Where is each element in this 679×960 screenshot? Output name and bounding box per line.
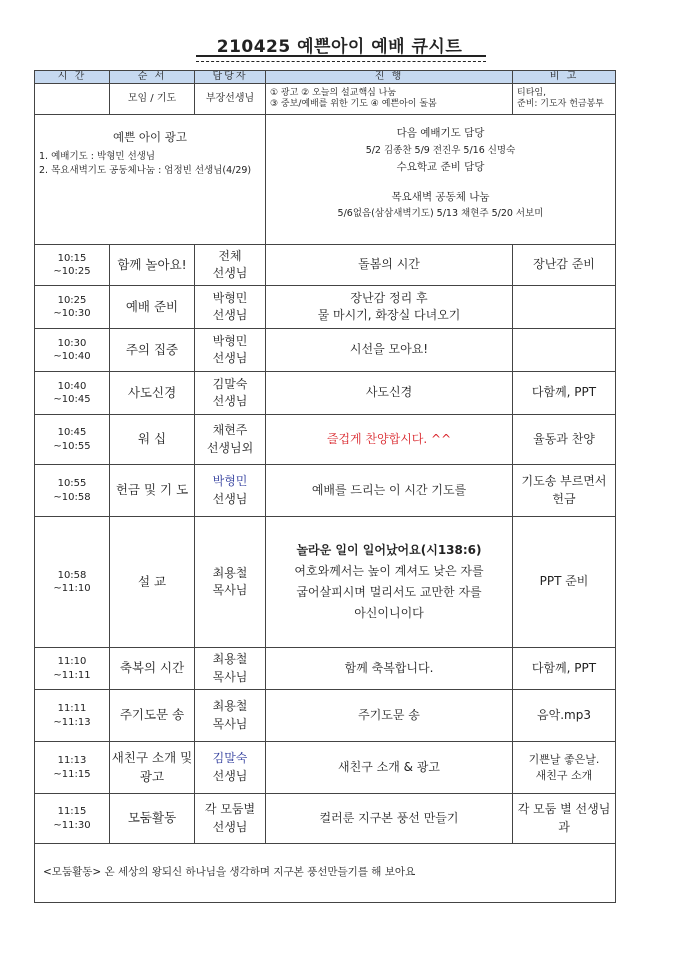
sermon-title: 놀라운 일이 일어났어요(시138:6)	[296, 543, 482, 557]
intro-progress-line1: ① 광고 ② 오늘의 설교핵심 나눔	[270, 87, 397, 98]
order-cell: 워 십	[110, 415, 195, 465]
person-cell: 최용철 목사님	[195, 517, 266, 648]
table-row	[35, 465, 616, 517]
header-order: 순 서	[110, 71, 195, 84]
time-cell: 10:58 ~11:10	[35, 517, 110, 648]
note-cell: 각 모둠 별 선생님과	[513, 794, 616, 844]
time-cell: 10:55 ~10:58	[35, 465, 110, 517]
thursday-dawn-schedule: 5/6없음(삼삼새벽기도) 5/13 채현주 5/20 서보미	[337, 208, 544, 220]
footer-row	[35, 844, 616, 903]
table-row	[35, 329, 616, 372]
intro-time	[35, 84, 110, 115]
note-cell	[513, 286, 616, 329]
table-row	[35, 415, 616, 465]
progress-cell: 즐겁게 찬양합시다. ^^	[266, 415, 513, 465]
note-cell: PPT 준비	[513, 517, 616, 648]
order-cell: 새친구 소개 및 광고	[110, 742, 195, 794]
intro-person: 부장선생님	[195, 84, 266, 115]
announcement-left	[35, 115, 266, 245]
progress-cell: 컬러룬 지구본 풍선 만들기	[266, 794, 513, 844]
table-row	[35, 690, 616, 742]
order-cell: 헌금 및 기 도	[110, 465, 195, 517]
table-row	[35, 648, 616, 690]
table-row	[35, 794, 616, 844]
progress-cell: 돌봄의 시간	[266, 245, 513, 286]
order-cell: 사도신경	[110, 372, 195, 415]
header-person: 담당자	[195, 71, 266, 84]
progress-cell: 새친구 소개 & 광고	[266, 742, 513, 794]
intro-progress-line2: ③ 중보/예배를 위한 기도 ④ 예쁜아이 돌봄	[270, 99, 437, 109]
footer-note: <모둠활동> 온 세상의 왕되신 하나님을 생각하며 지구본 풍선만들기를 해 보아요	[35, 844, 616, 903]
time-cell: 10:40 ~10:45	[35, 372, 110, 415]
title-underline	[196, 55, 486, 57]
note-cell	[513, 329, 616, 372]
note-cell: 장난감 준비	[513, 245, 616, 286]
time-cell: 11:13 ~11:15	[35, 742, 110, 794]
person-cell: 전체 선생님	[195, 245, 266, 286]
table-row	[35, 742, 616, 794]
order-cell: 예배 준비	[110, 286, 195, 329]
note-cell: 음악.mp3	[513, 690, 616, 742]
header-row	[35, 71, 616, 84]
intro-note	[513, 84, 616, 115]
progress-cell: 예배를 드리는 이 시간 기도를	[266, 465, 513, 517]
note-cell: 다함께, PPT	[513, 648, 616, 690]
person-cell: 김말숙 선생님	[195, 742, 266, 794]
next-prayer-schedule: 5/2 김종찬 5/9 전진우 5/16 신명숙	[365, 144, 516, 156]
order-cell: 함께 놀아요!	[110, 245, 195, 286]
announcement-row	[35, 115, 616, 245]
header-note: 비 고	[513, 71, 616, 84]
announcement-item: 2. 목요새벽기도 공동체나눔 : 엄정빈 선생님(4/29)	[39, 165, 252, 177]
table-row	[35, 372, 616, 415]
time-cell: 11:15 ~11:30	[35, 794, 110, 844]
person-cell: 채현주 선생님외	[195, 415, 266, 465]
page-title: 210425 예쁜아이 예배 큐시트	[216, 37, 463, 57]
person-cell: 최용철 목사님	[195, 648, 266, 690]
order-cell: 축복의 시간	[110, 648, 195, 690]
person-cell: 박형민 선생님	[195, 286, 266, 329]
time-cell: 11:11 ~11:13	[35, 690, 110, 742]
progress-cell: 사도신경	[266, 372, 513, 415]
time-cell: 10:45 ~10:55	[35, 415, 110, 465]
progress-cell: 시선을 모아요!	[266, 329, 513, 372]
header-time: 시 간	[35, 71, 110, 84]
title-underline-dashed	[196, 61, 486, 62]
thursday-dawn-title: 목요새벽 공동체 나눔	[391, 190, 490, 203]
note-cell: 기쁜날 좋은날. 새친구 소개	[513, 742, 616, 794]
note-cell: 다함께, PPT	[513, 372, 616, 415]
note-cell: 율동과 찬양	[513, 415, 616, 465]
progress-cell: 주기도문 송	[266, 690, 513, 742]
announcement-item: 1. 예배기도 : 박형민 선생님	[39, 150, 156, 162]
order-cell: 모둠활동	[110, 794, 195, 844]
person-cell: 김말숙 선생님	[195, 372, 266, 415]
person-cell: 최용철 목사님	[195, 690, 266, 742]
table-row	[35, 286, 616, 329]
progress-cell: 함께 축복합니다.	[266, 648, 513, 690]
cue-sheet-table	[34, 70, 616, 903]
table-row	[35, 245, 616, 286]
intro-order: 모임 / 기도	[110, 84, 195, 115]
announcement-title: 예쁜 아이 광고	[113, 130, 187, 144]
person-cell: 박형민 선생님	[195, 465, 266, 517]
next-prayer-title: 다음 예배기도 담당	[396, 127, 485, 139]
intro-note-line1: 티타임,	[517, 87, 546, 98]
table-row	[35, 517, 616, 648]
order-cell: 주기도문 송	[110, 690, 195, 742]
progress-cell: 놀라운 일이 일어났어요(시138:6) 여호와께서는 높이 계셔도 낮은 자를 굽어살피시며 멀리서도 교만한 자를 아신이니이다	[266, 517, 513, 648]
wednesday-school-title: 수요학교 준비 담당	[396, 160, 485, 173]
note-cell: 기도송 부르면서 헌금	[513, 465, 616, 517]
time-cell: 10:25 ~10:30	[35, 286, 110, 329]
intro-note-line2: 준비: 기도자 헌금봉투	[517, 99, 605, 109]
person-cell: 각 모둠별 선생님	[195, 794, 266, 844]
order-cell: 설 교	[110, 517, 195, 648]
time-cell: 11:10 ~11:11	[35, 648, 110, 690]
header-progress: 진 행	[266, 71, 513, 84]
person-cell: 박형민 선생님	[195, 329, 266, 372]
progress-cell: 장난감 정리 후 물 마시기, 화장실 다녀오기	[266, 286, 513, 329]
time-cell: 10:30 ~10:40	[35, 329, 110, 372]
order-cell: 주의 집중	[110, 329, 195, 372]
time-cell: 10:15 ~10:25	[35, 245, 110, 286]
intro-progress	[266, 84, 513, 115]
intro-row	[35, 84, 616, 115]
announcement-right	[266, 115, 616, 245]
